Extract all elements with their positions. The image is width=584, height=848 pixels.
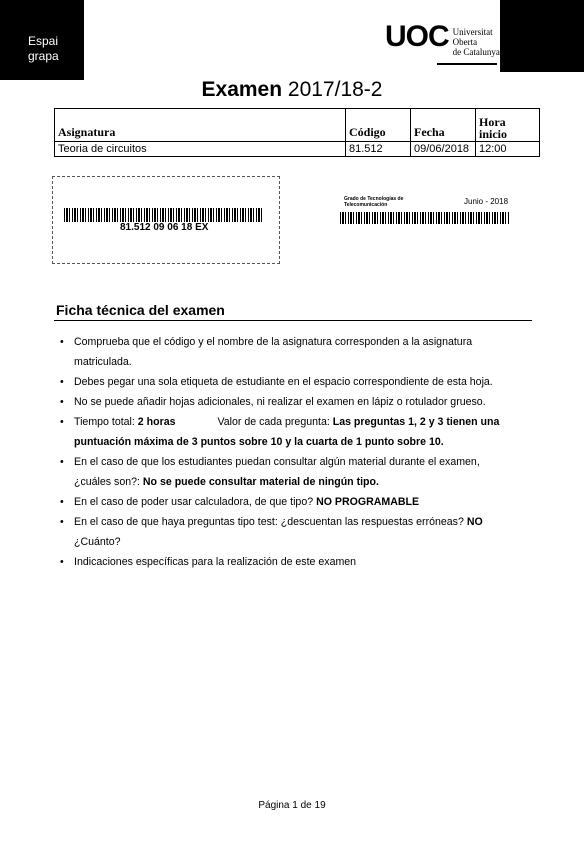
header-asignatura: Asignatura: [55, 109, 346, 142]
item3-text: No se puede añadir hojas adicionales, ni realizar el examen en lápiz o rotulador grueso.: [74, 396, 486, 408]
label-date: Junio - 2018: [464, 197, 509, 206]
ficha-title: Ficha técnica del examen: [56, 302, 225, 318]
label-grado-line2: Telecomunicación: [344, 202, 388, 208]
exam-title-bold: Examen: [201, 78, 283, 101]
cell-asignatura: Teoria de circuitos: [55, 142, 346, 157]
logo-text: [453, 27, 500, 57]
item5-b: No se puede consultar material de ningún tipo.: [142, 476, 379, 488]
list-item: [56, 552, 516, 572]
ficha-rule: [54, 320, 532, 321]
ficha-list: [56, 332, 516, 572]
item4-c: Valor de cada pregunta:: [217, 416, 333, 428]
logo-rule: [437, 63, 497, 65]
header-codigo: Código: [346, 109, 411, 142]
exam-barcode-code: 81.512 09 06 18 EX: [120, 222, 209, 233]
logo-text-line2: Oberta: [452, 37, 478, 47]
header-hora-line1: Hora: [479, 115, 506, 129]
header-fecha: Fecha: [411, 109, 476, 142]
item8-text: Indicaciones específicas para la realización de este examen: [74, 556, 357, 568]
list-item: [56, 452, 516, 492]
header-hora-line2: inicio: [479, 127, 508, 141]
exam-title: [0, 78, 584, 102]
cell-hora: 12:00: [476, 142, 540, 157]
item2-text: Debes pegar una sola etiqueta de estudiante en el espacio correspondiente de esta hoja.: [74, 376, 493, 388]
list-item: [56, 392, 516, 412]
label-grado: [344, 196, 403, 208]
cell-fecha: 09/06/2018: [411, 142, 476, 157]
label-grado-line1: Grado de Tecnologías de: [344, 196, 404, 202]
item7-b: NO: [466, 516, 483, 528]
list-item: [56, 492, 516, 512]
list-item: [56, 332, 516, 372]
list-item: [56, 412, 516, 452]
header-hora: [476, 109, 540, 142]
item4-a: Tiempo total:: [74, 416, 138, 428]
student-barcode: [340, 212, 510, 224]
exam-info-table: [54, 108, 540, 157]
corner-black-box: [500, 0, 584, 72]
item4-d: Las preguntas 1, 2 y 3 tienen una puntuación máxima de 3 puntos sobre 10 y la cuarta de 1 punto sobre 10.: [74, 416, 500, 448]
page-number: Página 1 de 19: [258, 800, 326, 811]
staple-label: [28, 34, 59, 64]
item6-b: NO PROGRAMABLE: [316, 496, 420, 508]
item5-a: En el caso de que los estudiantes puedan consultar algún material durante el examen, ¿cuáles son?:: [74, 456, 480, 488]
item4-b: 2 horas: [137, 416, 176, 428]
uoc-logo: [385, 22, 500, 57]
item6-a: En el caso de poder usar calculadora, de que tipo?: [74, 496, 317, 508]
staple-label-line1: Espai: [28, 34, 59, 48]
exam-title-rest: 2017/18-2: [282, 78, 383, 101]
table-row: [55, 142, 540, 157]
logo-text-line3: de Catalunya: [452, 47, 500, 57]
item7-c: ¿Cuánto?: [74, 536, 121, 548]
staple-label-line2: grapa: [28, 49, 59, 63]
exam-barcode: [64, 208, 264, 222]
list-item: [56, 512, 516, 552]
list-item: [56, 372, 516, 392]
cell-codigo: 81.512: [346, 142, 411, 157]
logo-mark: UOC: [385, 20, 449, 53]
item1-text: Comprueba que el código y el nombre de la asignatura corresponden a la asignatura matriculada.: [74, 336, 473, 368]
item7-a: En el caso de que haya preguntas tipo test: ¿descuentan las respuestas erróneas?: [74, 516, 467, 528]
logo-text-line1: Universitat: [452, 27, 493, 37]
